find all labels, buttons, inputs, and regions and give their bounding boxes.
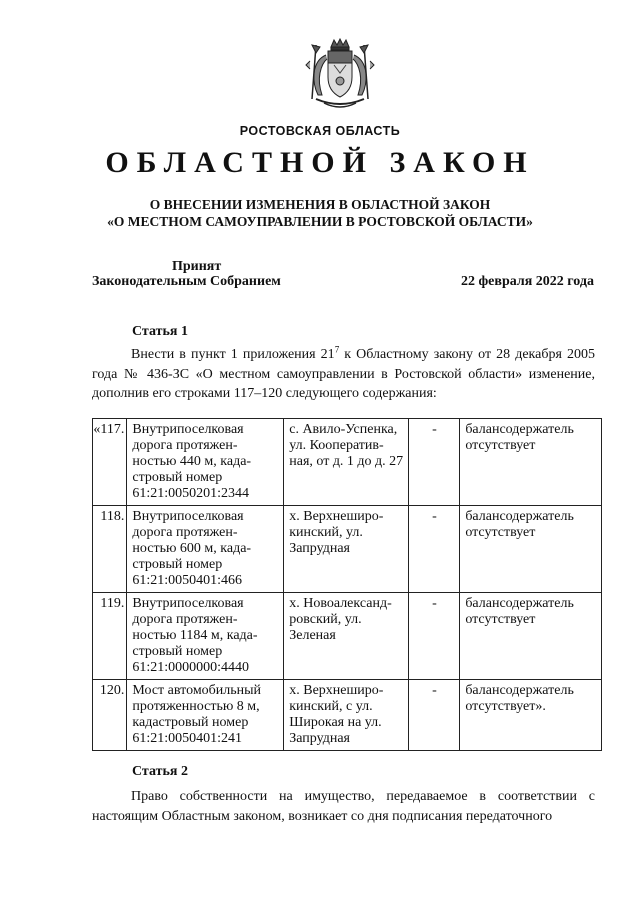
adoption-label: Принят xyxy=(172,259,222,274)
article-1-text-part2: к Областному закону от 28 декабря 2005 года № 436-ЗС «О местном самоуправлении в Ростовской области» изменение, дополнив его строками 117–120 следующего содержания: xyxy=(92,347,595,402)
adoption-date: 22 февраля 2022 года xyxy=(461,274,594,289)
law-subtitle-line1: О ВНЕСЕНИИ ИЗМЕНЕНИЯ В ОБЛАСТНОЙ ЗАКОН xyxy=(149,197,491,212)
table-row xyxy=(93,593,602,680)
object-cell: Внутрипоселковая дорога протяжен-ностью 600 м, када-стровый номер 61:21:0050401:466 xyxy=(127,506,284,593)
article-1-text-part1: Внести в пункт 1 приложения 21 xyxy=(131,347,335,362)
law-subtitle xyxy=(0,196,640,230)
dash-cell: - xyxy=(408,506,460,593)
coat-of-arms-icon xyxy=(304,37,376,113)
address-cell: х. Новоалександ-ровский, ул. Зеленая xyxy=(284,593,408,680)
row-number: «117. xyxy=(93,419,127,506)
row-number: 120. xyxy=(93,680,127,751)
law-subtitle-line2: «О МЕСТНОМ САМОУПРАВЛЕНИИ В РОСТОВСКОЙ ОБЛАСТИ» xyxy=(107,214,533,229)
table-row xyxy=(93,419,602,506)
row-number: 118. xyxy=(93,506,127,593)
object-cell: Внутрипоселковая дорога протяжен-ностью 1184 м, када-стровый номер 61:21:0000000:4440 xyxy=(127,593,284,680)
adoption-body: Законодательным Собранием xyxy=(92,274,281,289)
holder-cell: балансодержатель отсутствует xyxy=(460,593,602,680)
address-cell: х. Верхнеширо-кинский, ул. Запрудная xyxy=(284,506,408,593)
object-cell: Мост автомобильный протяженностью 8 м, кадастровый номер 61:21:0050401:241 xyxy=(127,680,284,751)
law-title: ОБЛАСТНОЙ ЗАКОН xyxy=(105,146,535,179)
article-2-text-body: Право собственности на имущество, передаваемое в соответствии с настоящим Областным законом, возникает со дня подписания передаточного xyxy=(92,789,595,824)
article-2-heading: Статья 2 xyxy=(132,764,188,779)
article-1-heading: Статья 1 xyxy=(132,324,188,339)
table-row xyxy=(93,506,602,593)
coat-of-arms-emblem xyxy=(304,37,376,113)
region-name: РОСТОВСКАЯ ОБЛАСТЬ xyxy=(239,124,401,138)
object-cell: Внутрипоселковая дорога протяжен-ностью 440 м, када-стровый номер 61:21:0050201:2344 xyxy=(127,419,284,506)
holder-cell: балансодержатель отсутствует xyxy=(460,506,602,593)
table-row xyxy=(93,680,602,751)
address-cell: х. Верхнеширо-кинский, с ул. Широкая на ул. Запрудная xyxy=(284,680,408,751)
address-cell: с. Авило-Успенка, ул. Кооператив-ная, от д. 1 до д. 27 xyxy=(284,419,408,506)
dash-cell: - xyxy=(408,680,460,751)
holder-cell: балансодержатель отсутствует xyxy=(460,419,602,506)
row-number: 119. xyxy=(93,593,127,680)
amendment-table xyxy=(92,418,602,751)
article-2-text xyxy=(92,787,595,826)
dash-cell: - xyxy=(408,593,460,680)
article-1-superscript: 7 xyxy=(334,344,340,355)
article-1-text xyxy=(92,345,595,404)
dash-cell: - xyxy=(408,419,460,506)
holder-cell: балансодержатель отсутствует». xyxy=(460,680,602,751)
